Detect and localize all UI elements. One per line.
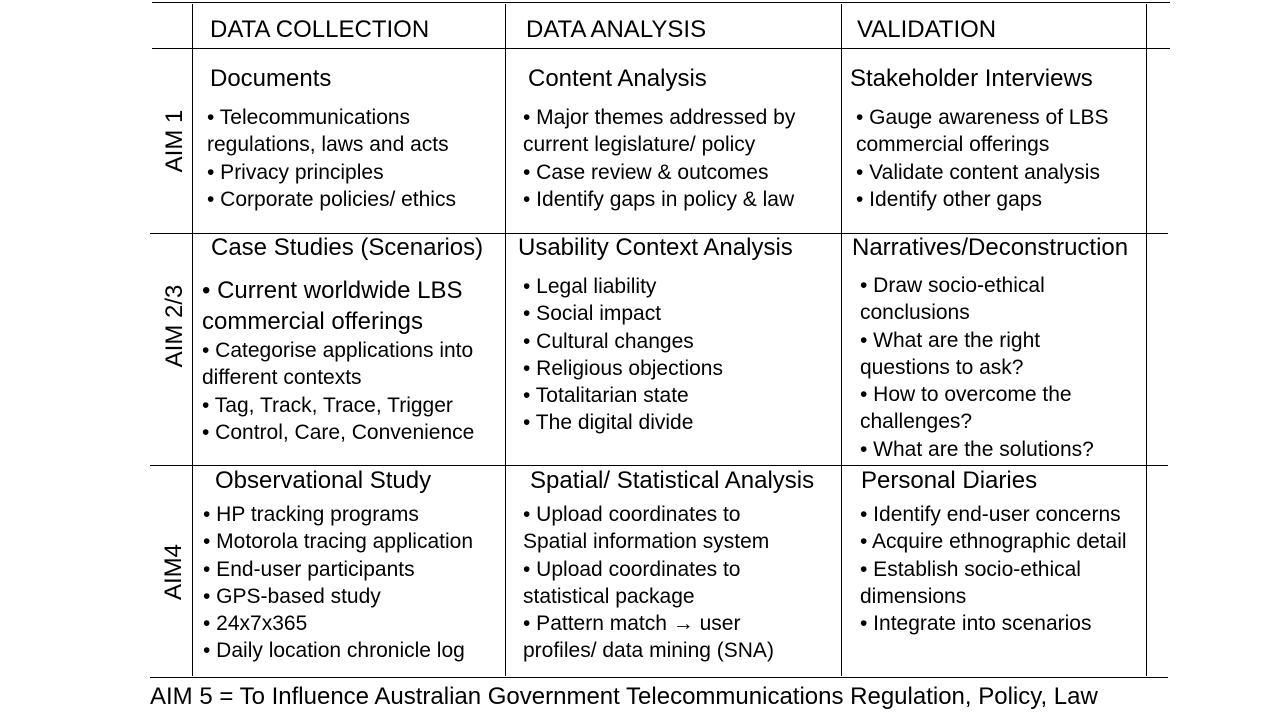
- list-item: • Case review & outcomes: [523, 160, 769, 184]
- list-item: • HP tracking programs: [203, 503, 419, 526]
- list-item: • Cultural changes: [523, 329, 694, 353]
- col-divider-1: [505, 4, 506, 676]
- list-item: commercial offerings: [202, 308, 423, 335]
- cell-heading: Spatial/ Statistical Analysis: [530, 467, 815, 494]
- list-item: • The digital divide: [523, 411, 694, 435]
- list-item: • Corporate policies/ ethics: [207, 187, 456, 211]
- list-item: • Pattern match → user: [523, 612, 741, 636]
- cell-heading: Usability Context Analysis: [518, 234, 793, 261]
- list-item: • Identify end-user concerns: [860, 503, 1121, 526]
- list-item: different contexts: [202, 366, 362, 390]
- bullet-list: [207, 104, 456, 213]
- list-item: • 24x7x365: [203, 612, 308, 636]
- list-item: • End-user participants: [203, 557, 415, 581]
- list-item: • Tag, Track, Trace, Trigger: [202, 393, 453, 417]
- list-item: • Legal liability: [523, 275, 657, 298]
- list-item: • Gauge awareness of LBS: [856, 106, 1109, 129]
- list-item: • GPS-based study: [203, 584, 381, 608]
- list-item: • Identify gaps in policy & law: [523, 187, 795, 211]
- list-item: commercial offerings: [856, 133, 1050, 157]
- list-item: • Social impact: [523, 302, 662, 326]
- footer-aim5-statement: AIM 5 = To Influence Australian Government Telecommunications Regulation, Policy, Law: [150, 683, 1098, 710]
- cell-heading: Stakeholder Interviews: [850, 65, 1093, 92]
- column-header-validation: VALIDATION: [857, 16, 997, 43]
- bullet-list: [202, 337, 474, 446]
- col-divider-2: [841, 4, 842, 676]
- list-item: • Motorola tracing application: [203, 530, 473, 554]
- row2-bottom-border: [150, 465, 1168, 466]
- bullet-list: [523, 501, 774, 665]
- list-item: conclusions: [860, 301, 970, 325]
- column-header-data-analysis: DATA ANALYSIS: [526, 16, 707, 43]
- column-header-data-collection: DATA COLLECTION: [210, 16, 430, 43]
- bullet-list: [523, 104, 795, 213]
- list-item: Spatial information system: [523, 530, 770, 554]
- col-divider-label: [192, 4, 193, 676]
- list-item: • Telecommunications: [207, 106, 411, 129]
- bullet-list: [860, 501, 1127, 637]
- table-top-border: [152, 2, 1170, 3]
- list-item: • Categorise applications into: [202, 339, 474, 362]
- list-item: • What are the solutions?: [860, 437, 1094, 461]
- list-item: • Totalitarian state: [523, 384, 689, 408]
- cell-heading: Observational Study: [215, 467, 432, 494]
- cell-heading: Content Analysis: [528, 65, 707, 92]
- list-item: • Acquire ethnographic detail: [860, 530, 1127, 554]
- list-item: • Upload coordinates to: [523, 503, 741, 526]
- row-label-aim1: AIM 1: [161, 109, 188, 173]
- bullet-list: [856, 104, 1109, 213]
- list-item: • Validate content analysis: [856, 160, 1100, 184]
- bullet-list-large: [202, 275, 463, 337]
- cell-heading: Personal Diaries: [861, 467, 1038, 494]
- bullet-list: [860, 272, 1094, 463]
- bullet-list: [203, 501, 473, 665]
- list-item: • Draw socio-ethical: [860, 274, 1045, 297]
- list-item: • Identify other gaps: [856, 187, 1042, 211]
- cell-heading: Case Studies (Scenarios): [211, 234, 484, 261]
- list-item: • Privacy principles: [207, 160, 384, 184]
- list-item: • Major themes addressed by: [523, 106, 796, 129]
- list-item: profiles/ data mining (SNA): [523, 639, 774, 663]
- list-item: • What are the right: [860, 328, 1041, 352]
- header-bottom-border: [152, 48, 1170, 49]
- list-item: regulations, laws and acts: [207, 133, 449, 157]
- list-item: • Establish socio-ethical: [860, 557, 1081, 581]
- list-item: current legislature/ policy: [523, 133, 756, 157]
- cell-heading: Documents: [210, 65, 332, 92]
- list-item: • Current worldwide LBS: [202, 277, 463, 304]
- list-item: statistical package: [523, 584, 695, 608]
- list-item: • Integrate into scenarios: [860, 612, 1092, 636]
- list-item: challenges?: [860, 410, 973, 434]
- list-item: • Upload coordinates to: [523, 557, 741, 581]
- list-item: • Religious objections: [523, 356, 723, 380]
- row-label-aim4: AIM4: [160, 544, 187, 601]
- cell-heading: Narratives/Deconstruction: [852, 234, 1129, 261]
- list-item: • Daily location chronicle log: [203, 639, 465, 663]
- list-item: questions to ask?: [860, 355, 1024, 379]
- list-item: • Control, Care, Convenience: [202, 420, 475, 444]
- list-item: • How to overcome the: [860, 383, 1072, 407]
- table-bottom-border: [150, 677, 1168, 678]
- col-divider-right: [1146, 4, 1147, 676]
- row-label-aim23: AIM 2/3: [161, 284, 188, 368]
- list-item: dimensions: [860, 584, 967, 608]
- bullet-list: [523, 273, 723, 437]
